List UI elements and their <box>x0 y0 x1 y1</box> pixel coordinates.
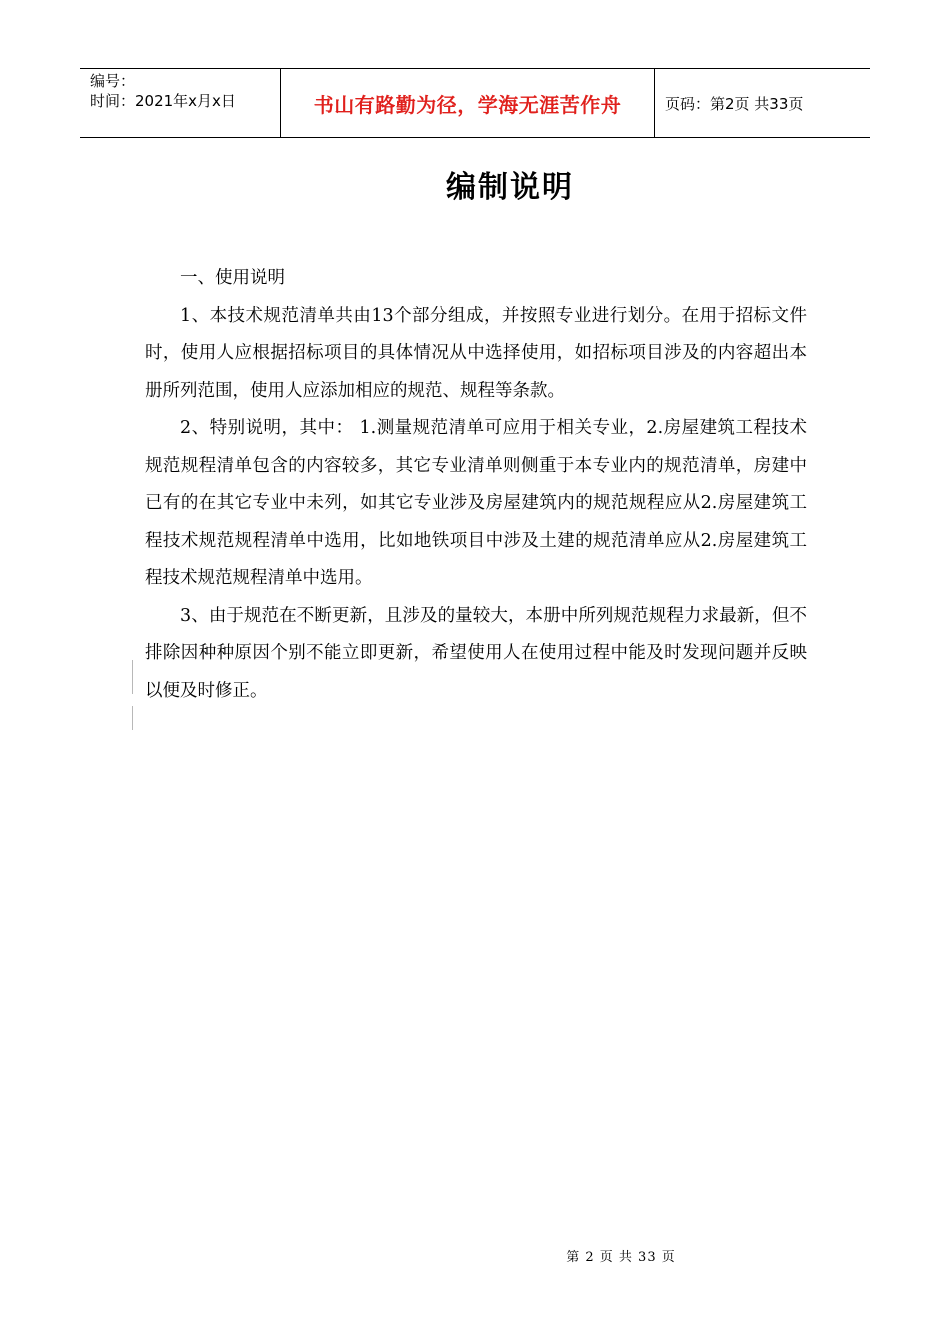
margin-marker <box>132 660 133 694</box>
motto-text: 书山有路勤为径，学海无涯苦作舟 <box>313 92 622 117</box>
page-footer: 第 2 页 共 33 页 <box>566 1250 676 1265</box>
header-meta-cell <box>80 69 281 137</box>
body-paragraph: 3、由于规范在不断更新，且涉及的量较大，本册中所列规范规程力求最新，但不排除因种种原因个别不能立即更新，希望使用人在使用过程中能及时发现问题并反映以便及时修正。 <box>145 605 807 701</box>
document-title: 编制说明 <box>446 170 574 205</box>
page-info-text: 页码：第2页 共33页 <box>665 94 804 113</box>
body-paragraph: 1、本技术规范清单共由13个部分组成，并按照专业进行划分。在用于招标文件时，使用人应根据招标项目的具体情况从中选择使用，如招标项目涉及的内容超出本册所列范围，使用人应添加相应的规范、规程等条款。 <box>145 305 807 401</box>
number-label: 编号： <box>90 72 136 90</box>
section-heading: 一、使用说明 <box>180 268 285 288</box>
document-body <box>145 260 807 710</box>
body-paragraph: 2、特别说明，其中： 1.测量规范清单可应用于相关专业，2.房屋建筑工程技术规范规程清单包含的内容较多，其它专业清单则侧重于本专业内的规范清单，房建中已有的在其它专业中未列，如其它专业涉及房屋建筑内的规范规程应从2.房屋建筑工程技术规范规程清单中选用，比如地铁项目中涉及土建的规范清单应从2.房屋建筑工程技术规范规程清单中选用。 <box>145 418 807 588</box>
margin-marker <box>132 706 133 730</box>
date-label: 时间：2021年x月x日 <box>90 92 236 110</box>
page-header <box>80 68 870 138</box>
motto-cell <box>281 69 655 137</box>
page-info-cell <box>655 69 870 137</box>
